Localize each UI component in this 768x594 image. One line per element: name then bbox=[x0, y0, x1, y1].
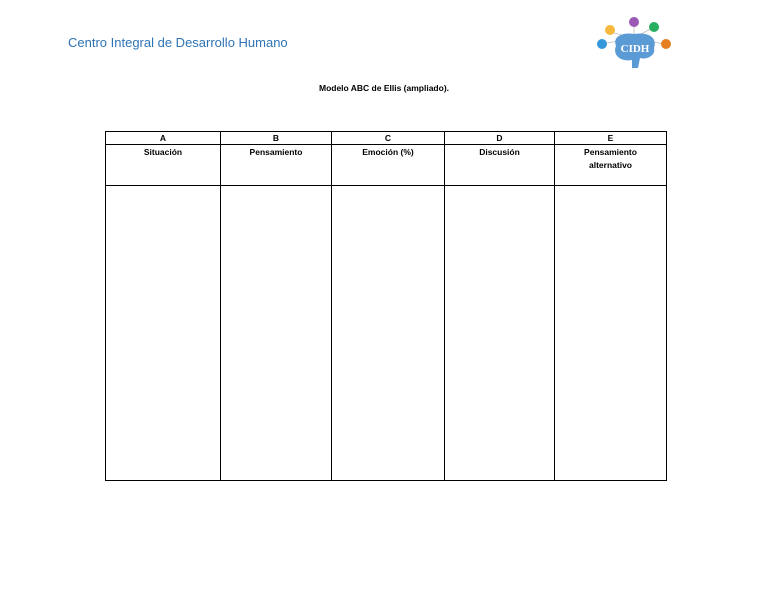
column-header-pensamiento: Pensamiento bbox=[221, 145, 332, 186]
logo-dot-green bbox=[649, 22, 659, 32]
cell-pensamiento[interactable] bbox=[221, 186, 332, 481]
document-title: Modelo ABC de Ellis (ampliado). bbox=[318, 83, 450, 93]
column-letter-b: B bbox=[221, 132, 332, 145]
org-name: Centro Integral de Desarrollo Humano bbox=[68, 35, 288, 50]
column-letter-d: D bbox=[445, 132, 555, 145]
column-letter-c: C bbox=[332, 132, 445, 145]
column-header-discusion: Discusión bbox=[445, 145, 555, 186]
logo-dot-orange bbox=[661, 39, 671, 49]
cidh-logo bbox=[594, 16, 674, 74]
column-header-emocion: Emoción (%) bbox=[332, 145, 445, 186]
logo-dot-purple bbox=[629, 17, 639, 27]
column-header-pensamiento-alternativo: Pensamiento alternativo bbox=[555, 145, 667, 186]
cell-emocion[interactable] bbox=[332, 186, 445, 481]
logo-dot-yellow bbox=[605, 25, 615, 35]
column-letter-a: A bbox=[106, 132, 221, 145]
cell-situacion[interactable] bbox=[106, 186, 221, 481]
logo-dot-blue bbox=[597, 39, 607, 49]
logo-text: CIDH bbox=[620, 43, 650, 55]
letter-row bbox=[106, 132, 667, 145]
cell-discusion[interactable] bbox=[445, 186, 555, 481]
cell-pensamiento-alternativo[interactable] bbox=[555, 186, 667, 481]
abc-table bbox=[105, 131, 667, 481]
header-row bbox=[106, 145, 667, 186]
column-letter-e: E bbox=[555, 132, 667, 145]
column-header-situacion: Situación bbox=[106, 145, 221, 186]
table-row bbox=[106, 186, 667, 481]
